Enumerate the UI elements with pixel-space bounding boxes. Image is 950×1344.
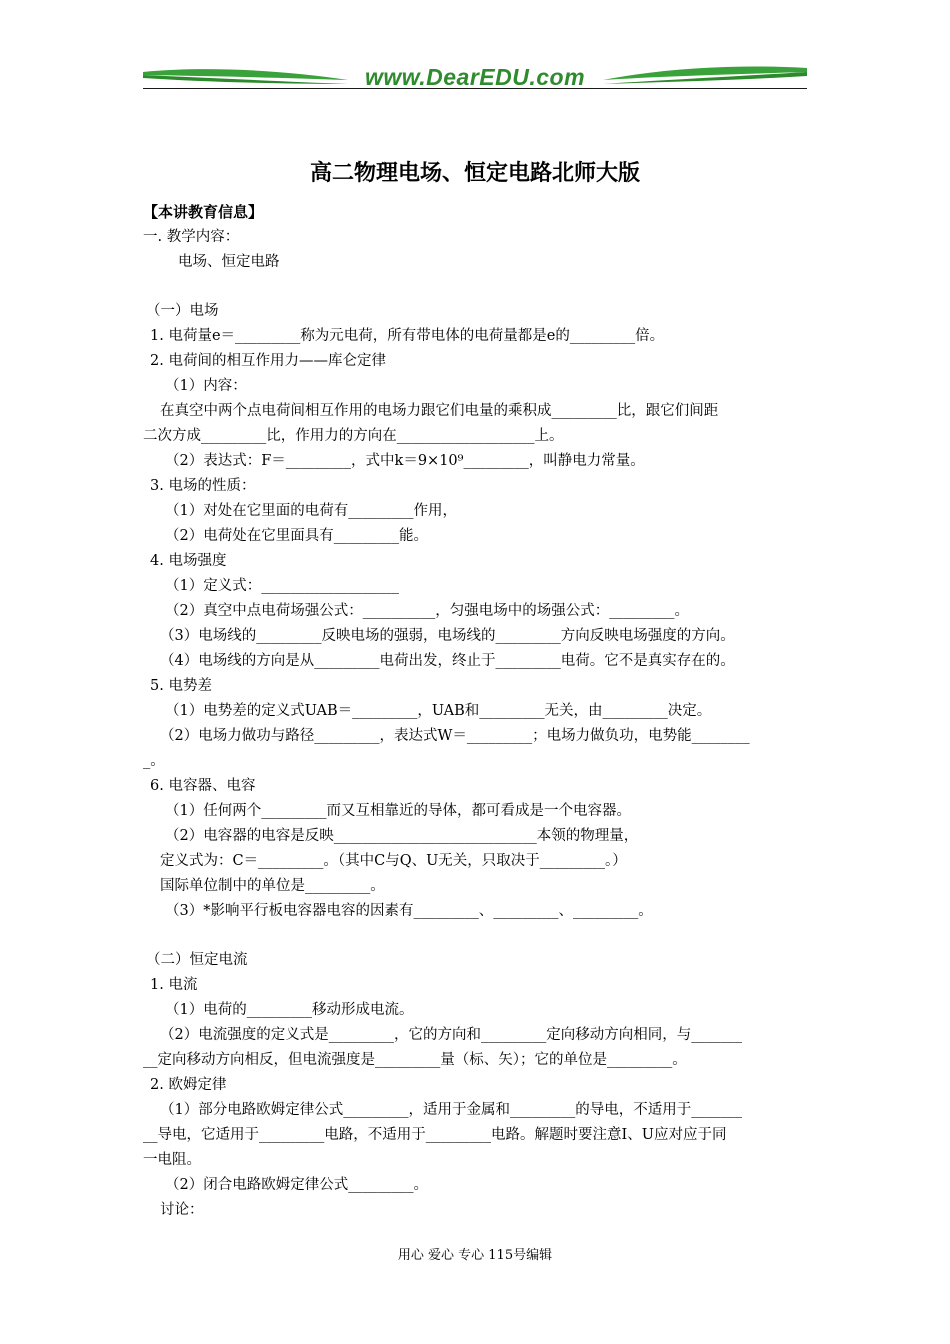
text-line: 6. 电容器、电容 [150,778,256,794]
text-line: 定义式为：C＝_________。（其中C与Q、U无关，只取决于_________。） [160,853,627,869]
text-line: 一电阻。 [143,1152,201,1168]
text-line: （1）任何两个_________而又互相靠近的导体，都可看成是一个电容器。 [165,803,631,819]
text-line: 1. 电流 [150,977,198,993]
text-line: （1）部分电路欧姆定律公式_________，适用于金属和_________的导电，不适用于_______ [160,1102,742,1118]
text-line: __定向移动方向相反，但电流强度是_________量（标、矢）；它的单位是_________。 [143,1052,687,1068]
text-line: （3）*影响平行板电容器电容的因素有_________、_________、_________。 [165,903,653,919]
site-logo-text: www.DearEDU.com [364,64,586,90]
text-line: （2）电流强度的定义式是_________，它的方向和_________定向移动方向相同，与_______ [160,1027,742,1043]
text-line: 5. 电势差 [150,678,212,694]
subsection-heading: （二）恒定电流 [146,952,248,968]
text-line: （1）对处在它里面的电荷有_________作用， [165,503,457,519]
text-line: _。 [143,753,165,769]
text-line: （1）内容： [165,378,247,394]
text-line: 在真空中两个点电荷间相互作用的电场力跟它们电量的乘积成_________比，跟它们间距 [160,403,719,419]
page-title: 高二物理电场、恒定电路北师大版 [309,161,640,186]
text-line: 4. 电场强度 [150,553,227,569]
text-line: 2. 欧姆定律 [150,1077,227,1093]
text-line: （2）表达式：F＝_________，式中k＝9×10⁹_________，叫静电力常量。 [165,453,645,469]
text-line: （2）电场力做功与路径_________，表达式W＝_________；电场力做负功，电势能________ [160,728,750,744]
text-line: （2）真空中点电荷场强公式：__________，匀强电场中的场强公式：_________。 [165,603,689,619]
text-line: 3. 电场的性质： [150,478,256,494]
text-line: 电场、恒定电路 [178,254,280,270]
text-line: （4）电场线的方向是从_________电荷出发，终止于_________电荷。它不是真实存在的。 [160,653,735,669]
text-line: 一. 教学内容： [143,229,240,245]
text-line: 1. 电荷量e＝_________称为元电荷，所有带电体的电荷量都是e的_________倍。 [150,328,665,344]
page-footer: 用心 爱心 专心 115号编辑 [397,1248,553,1263]
text-line: （2）闭合电路欧姆定律公式_________。 [165,1177,428,1193]
text-line: （2）电容器的电容是反映____________________________本领的物理量， [165,828,639,844]
text-line: 国际单位制中的单位是_________。 [160,878,385,894]
section-heading: 【本讲教育信息】 [143,203,264,221]
text-line: （3）电场线的_________反映电场的强弱，电场线的_________方向反映电场强度的方向。 [160,628,735,644]
subsection-heading: （一）电场 [146,303,219,319]
header-divider [143,88,807,89]
text-line: （1）电势差的定义式UAB＝_________，UAB和_________无关，由_________决定。 [165,703,712,719]
text-line: （2）电荷处在它里面具有_________能。 [165,528,428,544]
text-line: 讨论： [160,1202,204,1218]
text-line: 二次方成_________比，作用力的方向在___________________上。 [143,428,564,444]
text-line: （1）电荷的_________移动形成电流。 [165,1002,414,1018]
text-line: __导电，它适用于_________电路，不适用于_________电路。解题时要注意I、U应对应于同 [143,1127,727,1143]
text-line: 2. 电荷间的相互作用力——库仑定律 [150,353,386,369]
text-line: （1）定义式：___________________ [165,578,399,594]
